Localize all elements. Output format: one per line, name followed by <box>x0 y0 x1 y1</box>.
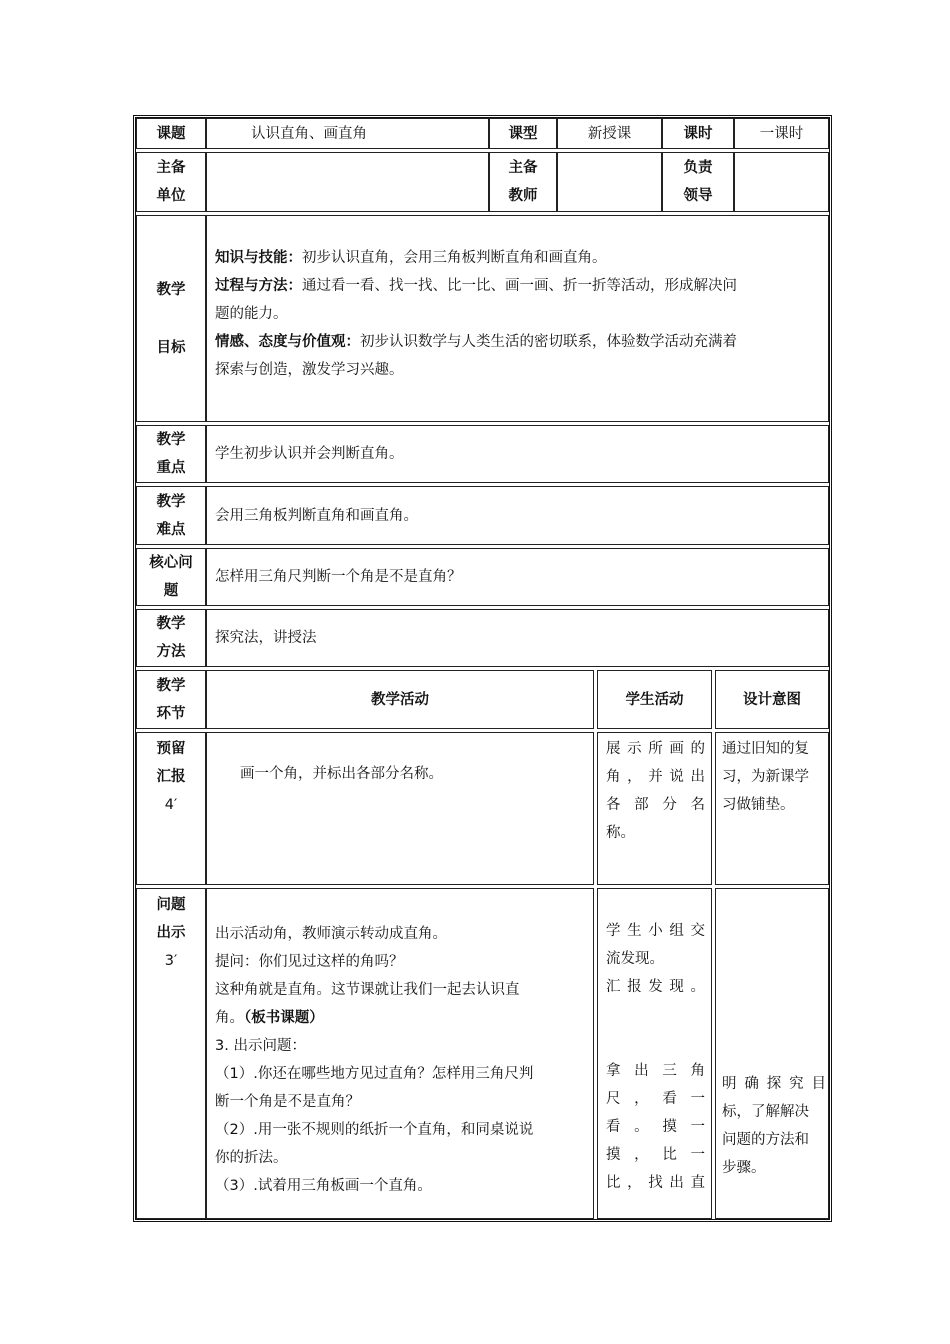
stage1-student: 展示所画的 角，并说出 各部分名 称。 <box>597 732 712 885</box>
type-value: 新授课 <box>557 118 662 149</box>
difficulty-label: 教学 难点 <box>136 486 206 545</box>
teacher-label: 主备 教师 <box>489 152 557 212</box>
goals-content <box>206 215 829 422</box>
topic-label: 课题 <box>136 118 206 149</box>
unit-value <box>206 152 489 212</box>
lesson-plan-table <box>133 115 832 1222</box>
method-label: 教学 方法 <box>136 609 206 667</box>
leader-label: 负责 领导 <box>662 152 734 212</box>
stage2-teacher: 出示活动角，教师演示转动成直角。 提问：你们见过这样的角吗？ 这种角就是直角。这节课就让我们一起去认识直 角。（板书课题） 3. 出示问题： （1）.你还在哪些地方见过直角？怎样用三角尺判 断一个角是不是直角？ （2）.用一张不规则的纸折一个直角，和同桌说说 你的折法。 （3）.试着用三角板画一个直角。 <box>206 888 594 1219</box>
core-text: 怎样用三角尺判断一个角是不是直角？ <box>206 548 829 606</box>
stage-header-label: 教学 环节 <box>136 670 206 729</box>
stage2-label: 问题 出示 3′ <box>136 888 206 1219</box>
goal-emotion-cont: 探索与创造，激发学习兴趣。 <box>215 362 404 378</box>
leader-value <box>734 152 829 212</box>
stage1-design: 通过旧知的复 习，为新课学 习做铺垫。 <box>715 732 829 885</box>
stage1-teacher: 画一个角，并标出各部分名称。 <box>206 732 594 885</box>
goal-process: 过程与方法：通过看一看、找一找、比一比、画一画、折一折等活动，形成解决问 <box>215 278 737 294</box>
student-activity-header: 学生活动 <box>597 670 712 729</box>
stage2-student: 学生小组交 流发现。 汇报发现。 拿出三角 尺，看一 看。摸一 摸，比一 比，找出直 <box>597 888 712 1219</box>
goal-emotion: 情感、态度与价值观：初步认识数学与人类生活的密切联系，体验数学活动充满着 <box>215 334 737 350</box>
unit-label: 主备 单位 <box>136 152 206 212</box>
method-text: 探究法，讲授法 <box>206 609 829 667</box>
stage1-label: 预留 汇报 4′ <box>136 732 206 885</box>
hours-value: 一课时 <box>734 118 829 149</box>
core-label: 核心问 题 <box>136 548 206 606</box>
teacher-activity-header: 教学活动 <box>206 670 594 729</box>
topic-value: 认识直角、画直角 <box>206 118 489 149</box>
hours-label: 课时 <box>662 118 734 149</box>
stage2-design: 明确探究目 标，了解解决 问题的方法和 步骤。 <box>715 888 829 1219</box>
design-intent-header: 设计意图 <box>715 670 829 729</box>
teacher-value <box>557 152 662 212</box>
goals-label: 教学 目标 <box>136 215 206 422</box>
type-label: 课型 <box>489 118 557 149</box>
key-text: 学生初步认识并会判断直角。 <box>206 425 829 483</box>
difficulty-text: 会用三角板判断直角和画直角。 <box>206 486 829 545</box>
goal-process-cont: 题的能力。 <box>215 306 288 322</box>
key-label: 教学 重点 <box>136 425 206 483</box>
goal-knowledge: 知识与技能：初步认识直角，会用三角板判断直角和画直角。 <box>215 250 607 266</box>
